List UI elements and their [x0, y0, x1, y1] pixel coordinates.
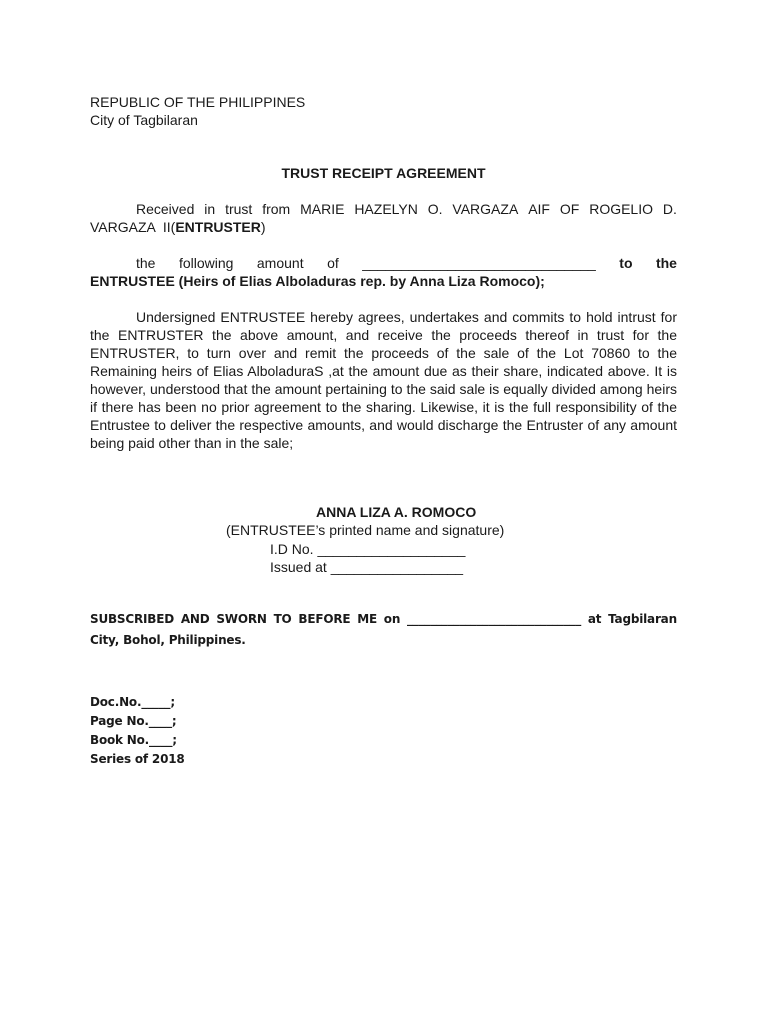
word: the	[136, 255, 156, 271]
word: TO	[273, 612, 292, 626]
word: Tagbilaran	[608, 612, 677, 626]
word: to	[619, 255, 633, 271]
word: amount	[256, 255, 304, 271]
word: D.	[662, 201, 677, 217]
word: SWORN	[216, 612, 267, 626]
entruster-suffix: )	[260, 219, 266, 235]
entrustee-line: ENTRUSTEE (Heirs of Elias Alboladuras rep. by Anna Liza Romoco);	[90, 273, 545, 289]
date-blank: ______________________________	[407, 612, 582, 626]
word: of	[327, 255, 339, 271]
word: at	[587, 612, 602, 626]
word: ROGELIO	[589, 201, 653, 217]
city-heading: City of Tagbilaran	[90, 112, 198, 128]
id-number-line: I.D No. ___________________	[270, 541, 466, 557]
country-heading: REPUBLIC OF THE PHILIPPINES	[90, 94, 306, 110]
word: on	[383, 612, 401, 626]
document-title: TRUST RECEIPT AGREEMENT	[281, 165, 486, 181]
para2-line1	[90, 254, 677, 272]
jurat-line2: City, Bohol, Philippines.	[90, 633, 246, 647]
word: in	[204, 201, 216, 217]
amount-blank: ______________________________	[362, 255, 596, 271]
word: MARIE	[300, 201, 345, 217]
word: HAZELYN	[354, 201, 418, 217]
word: from	[262, 201, 291, 217]
doc-no: Doc.No._____;	[90, 695, 175, 709]
issued-at-line: Issued at _________________	[270, 559, 464, 575]
entruster-prefix: VARGAZA II(	[90, 219, 176, 235]
word: following	[178, 255, 234, 271]
word: O.	[427, 201, 443, 217]
entruster-label: ENTRUSTER	[175, 219, 261, 235]
word: the	[655, 255, 677, 271]
word: AND	[180, 612, 210, 626]
word: trust	[225, 201, 253, 217]
word: AIF	[528, 201, 550, 217]
terms-paragraph: Undersigned ENTRUSTEE hereby agrees, undertakes and commits to hold intrust for the ENTRUSTER the above amount, and receive the proceeds thereof in trust for the ENTRUSTER, to turn over and remit the proceeds of the sale of the Lot 70860 to the Remaining heirs of Elias AlboladuraS ,at the amount due as their share, indicated above. It is however, understood that the amount pertaining to the said sale is equally divided among heirs if there has been no prior agreement to the sharing. Likewise, it is the full responsibility of the Entrustee to deliver the respective amounts, and would discharge the Entruster of any amount being paid other than in the sale;	[90, 309, 677, 451]
signature-caption: (ENTRUSTEE’s printed name and signature)	[226, 522, 505, 538]
word: OF	[559, 201, 580, 217]
word: Received	[136, 201, 195, 217]
word: SUBSCRIBED	[90, 612, 174, 626]
page-no: Page No.____;	[90, 714, 177, 728]
word: BEFORE	[298, 612, 351, 626]
para1-line1	[90, 200, 677, 218]
book-no: Book No.____;	[90, 733, 177, 747]
jurat-line1	[90, 610, 677, 629]
entrustee-name: ANNA LIZA A. ROMOCO	[316, 504, 477, 520]
series-year: Series of 2018	[90, 752, 185, 766]
para1-line2	[90, 218, 266, 236]
word: VARGAZA	[452, 201, 519, 217]
word: ME	[357, 612, 377, 626]
